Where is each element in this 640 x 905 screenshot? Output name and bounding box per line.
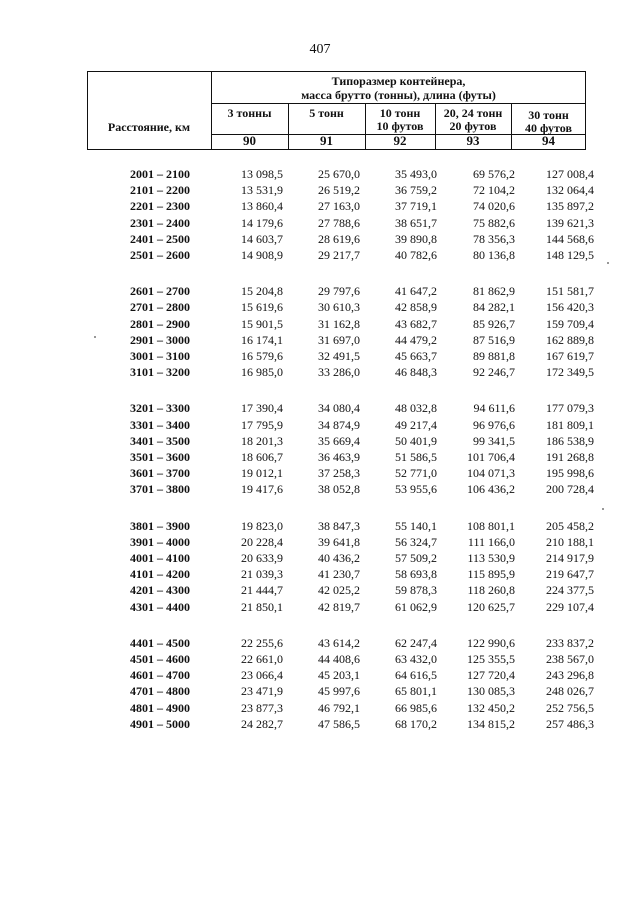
value-cell: 29 797,6 [318, 284, 360, 299]
value-cell: 156 420,3 [546, 300, 594, 315]
value-cell: 162 889,8 [546, 332, 594, 347]
value-cell: 59 878,3 [395, 583, 437, 598]
value-cell: 210 188,1 [546, 534, 594, 549]
value-cell: 38 651,7 [395, 215, 437, 230]
table-row [0, 551, 640, 567]
table-row [0, 216, 640, 232]
value-cell: 35 669,4 [318, 433, 360, 448]
value-cell: 19 012,1 [241, 466, 283, 481]
distance-range-cell: 4401 – 4500 [130, 635, 190, 650]
table-row [0, 401, 640, 417]
value-cell: 200 728,4 [546, 482, 594, 497]
value-cell: 148 129,5 [546, 248, 594, 262]
value-cell: 229 107,4 [546, 599, 594, 614]
value-cell: 92 246,7 [473, 365, 515, 380]
value-cell: 34 874,9 [318, 417, 360, 432]
value-cell: 40 782,6 [395, 248, 437, 262]
value-cell: 26 519,2 [318, 183, 360, 198]
table-row [0, 333, 640, 349]
value-cell: 84 282,1 [473, 300, 515, 315]
value-cell: 44 408,6 [318, 652, 360, 666]
value-cell: 36 463,9 [318, 450, 360, 464]
value-cell: 101 706,4 [467, 450, 515, 464]
value-cell: 115 895,9 [467, 567, 515, 582]
value-cell: 56 324,7 [395, 534, 437, 549]
value-cell: 120 625,7 [467, 599, 515, 614]
value-cell: 186 538,9 [546, 433, 594, 448]
value-cell: 64 616,5 [395, 668, 437, 683]
value-cell: 15 619,6 [241, 300, 283, 315]
value-cell: 52 771,0 [395, 466, 437, 481]
col-number-90: 90 [243, 133, 256, 148]
value-cell: 49 217,4 [395, 417, 437, 432]
col-header-20t: 20, 24 тонн [443, 106, 503, 120]
value-cell: 144 568,6 [546, 231, 594, 246]
value-cell: 22 255,6 [241, 635, 283, 650]
value-cell: 45 203,1 [318, 668, 360, 683]
value-cell: 41 230,7 [318, 567, 360, 582]
distance-range-cell: 4001 – 4100 [130, 551, 190, 565]
value-cell: 132 450,2 [467, 700, 515, 715]
col-header-30t: 30 тонн [528, 108, 569, 122]
distance-range-cell: 2001 – 2100 [130, 167, 190, 181]
table-row [0, 684, 640, 700]
value-cell: 57 509,2 [395, 551, 437, 565]
value-cell: 19 417,6 [241, 482, 283, 497]
table-row [0, 300, 640, 316]
value-cell: 20 228,4 [241, 534, 283, 549]
scan-speck [607, 262, 609, 264]
value-cell: 172 349,5 [546, 365, 594, 380]
value-cell: 37 258,3 [318, 466, 360, 481]
value-cell: 14 908,9 [241, 248, 283, 262]
value-cell: 134 815,2 [467, 716, 515, 731]
table-row [0, 418, 640, 434]
distance-range-cell: 3301 – 3400 [130, 417, 190, 432]
value-cell: 75 882,6 [473, 215, 515, 230]
col-header-30t-length: 40 футов [525, 121, 572, 135]
header-group-rule [211, 103, 586, 104]
table-row [0, 183, 640, 199]
value-cell: 130 085,3 [467, 684, 515, 699]
col-header-20t-length: 20 футов [449, 119, 497, 133]
value-cell: 248 026,7 [546, 684, 594, 699]
header-top-rule [87, 71, 586, 72]
value-cell: 13 531,9 [241, 183, 283, 198]
distance-range-cell: 3801 – 3900 [130, 518, 190, 533]
value-cell: 224 377,5 [546, 583, 594, 598]
value-cell: 21 039,3 [241, 567, 283, 582]
value-cell: 22 661,0 [241, 652, 283, 666]
value-cell: 127 720,4 [467, 668, 515, 683]
value-cell: 181 809,1 [546, 417, 594, 432]
distance-range-cell: 3701 – 3800 [130, 482, 190, 497]
distance-range-cell: 3101 – 3200 [130, 365, 190, 380]
value-cell: 233 837,2 [546, 635, 594, 650]
value-cell: 151 581,7 [546, 284, 594, 299]
value-cell: 23 471,9 [241, 684, 283, 699]
value-cell: 15 901,5 [241, 316, 283, 331]
value-cell: 45 997,6 [318, 684, 360, 699]
distance-range-cell: 3501 – 3600 [130, 450, 190, 464]
value-cell: 37 719,1 [395, 199, 437, 214]
value-cell: 205 458,2 [546, 518, 594, 533]
table-row [0, 317, 640, 333]
value-cell: 27 788,6 [318, 215, 360, 230]
distance-range-cell: 4901 – 5000 [130, 716, 190, 731]
value-cell: 38 847,3 [318, 518, 360, 533]
value-cell: 42 025,2 [318, 583, 360, 598]
value-cell: 17 795,9 [241, 417, 283, 432]
table-row [0, 636, 640, 652]
distance-range-cell: 2701 – 2800 [130, 300, 190, 315]
distance-range-cell: 4501 – 4600 [130, 652, 190, 666]
value-cell: 18 201,3 [241, 433, 283, 448]
distance-range-cell: 4801 – 4900 [130, 700, 190, 715]
value-cell: 65 801,1 [395, 684, 437, 699]
value-cell: 118 260,8 [467, 583, 515, 598]
header-group-title-line1: Типоразмер контейнера, [331, 74, 466, 88]
distance-range-cell: 2601 – 2700 [130, 284, 190, 299]
value-cell: 257 486,3 [546, 716, 594, 731]
value-cell: 177 079,3 [546, 401, 594, 416]
value-cell: 106 436,2 [467, 482, 515, 497]
value-cell: 46 848,3 [395, 365, 437, 380]
value-cell: 39 641,8 [318, 534, 360, 549]
value-cell: 159 709,4 [546, 316, 594, 331]
table-row [0, 535, 640, 551]
distance-range-cell: 3601 – 3700 [130, 466, 190, 481]
value-cell: 104 071,3 [467, 466, 515, 481]
table-row [0, 349, 640, 365]
value-cell: 238 567,0 [546, 652, 594, 666]
value-cell: 27 163,0 [318, 199, 360, 214]
table-row [0, 450, 640, 466]
distance-range-cell: 2201 – 2300 [130, 199, 190, 214]
value-cell: 191 268,8 [546, 450, 594, 464]
value-cell: 74 020,6 [473, 199, 515, 214]
value-cell: 68 170,2 [395, 716, 437, 731]
value-cell: 99 341,5 [473, 433, 515, 448]
value-cell: 24 282,7 [241, 716, 283, 731]
distance-range-cell: 4701 – 4800 [130, 684, 190, 699]
value-cell: 139 621,3 [546, 215, 594, 230]
col-number-94: 94 [542, 133, 555, 148]
value-cell: 39 890,8 [395, 231, 437, 246]
value-cell: 13 098,5 [241, 167, 283, 181]
table-row [0, 519, 640, 535]
value-cell: 195 998,6 [546, 466, 594, 481]
distance-range-cell: 3001 – 3100 [130, 349, 190, 363]
col-header-5t: 5 тонн [309, 106, 344, 120]
value-cell: 33 286,0 [318, 365, 360, 380]
value-cell: 111 166,0 [467, 534, 515, 549]
distance-range-cell: 2401 – 2500 [130, 231, 190, 246]
value-cell: 125 355,5 [467, 652, 515, 666]
distance-range-cell: 2501 – 2600 [130, 248, 190, 262]
value-cell: 48 032,8 [395, 401, 437, 416]
value-cell: 96 976,6 [473, 417, 515, 432]
page-number: 407 [309, 42, 331, 57]
col-header-10t: 10 тонн [379, 106, 421, 120]
distance-range-cell: 2101 – 2200 [130, 183, 190, 198]
value-cell: 19 823,0 [241, 518, 283, 533]
distance-range-cell: 2901 – 3000 [130, 332, 190, 347]
table-row [0, 365, 640, 381]
value-cell: 55 140,1 [395, 518, 437, 533]
value-cell: 66 985,6 [395, 700, 437, 715]
value-cell: 87 516,9 [473, 332, 515, 347]
value-cell: 58 693,8 [395, 567, 437, 582]
value-cell: 113 530,9 [467, 551, 515, 565]
value-cell: 46 792,1 [318, 700, 360, 715]
value-cell: 13 860,4 [241, 199, 283, 214]
col-header-10t-length: 10 футов [376, 119, 424, 133]
col-header-3t: 3 тонны [227, 106, 272, 120]
scan-speck [602, 508, 604, 510]
table-row [0, 482, 640, 498]
header-left-border [87, 71, 88, 150]
value-cell: 16 174,1 [241, 332, 283, 347]
distance-range-cell: 4601 – 4700 [130, 668, 190, 683]
value-cell: 21 444,7 [241, 583, 283, 598]
value-cell: 252 756,5 [546, 700, 594, 715]
value-cell: 35 493,0 [395, 167, 437, 181]
value-cell: 38 052,8 [318, 482, 360, 497]
value-cell: 135 897,2 [546, 199, 594, 214]
distance-range-cell: 4101 – 4200 [130, 567, 190, 582]
value-cell: 85 926,7 [473, 316, 515, 331]
distance-range-cell: 3901 – 4000 [130, 534, 190, 549]
col-number-92: 92 [393, 133, 407, 148]
value-cell: 42 819,7 [318, 599, 360, 614]
value-cell: 31 162,8 [318, 316, 360, 331]
value-cell: 34 080,4 [318, 401, 360, 416]
value-cell: 47 586,5 [318, 716, 360, 731]
value-cell: 45 663,7 [395, 349, 437, 363]
value-cell: 94 611,6 [473, 401, 515, 416]
table-row [0, 652, 640, 668]
value-cell: 30 610,3 [318, 300, 360, 315]
value-cell: 78 356,3 [473, 231, 515, 246]
value-cell: 219 647,7 [546, 567, 594, 582]
value-cell: 23 877,3 [241, 700, 283, 715]
table-row [0, 284, 640, 300]
value-cell: 243 296,8 [546, 668, 594, 683]
value-cell: 122 990,6 [467, 635, 515, 650]
value-cell: 18 606,7 [241, 450, 283, 464]
value-cell: 36 759,2 [395, 183, 437, 198]
value-cell: 16 579,6 [241, 349, 283, 363]
value-cell: 23 066,4 [241, 668, 283, 683]
value-cell: 31 697,0 [318, 332, 360, 347]
value-cell: 69 576,2 [473, 167, 515, 181]
value-cell: 32 491,5 [318, 349, 360, 363]
value-cell: 15 204,8 [241, 284, 283, 299]
value-cell: 41 647,2 [395, 284, 437, 299]
value-cell: 89 881,8 [473, 349, 515, 363]
table-row [0, 199, 640, 215]
value-cell: 29 217,7 [318, 248, 360, 262]
value-cell: 167 619,7 [546, 349, 594, 363]
value-cell: 214 917,9 [546, 551, 594, 565]
value-cell: 17 390,4 [241, 401, 283, 416]
table-header [87, 71, 586, 150]
col-number-91: 91 [320, 133, 333, 148]
value-cell: 132 064,4 [546, 183, 594, 198]
value-cell: 108 801,1 [467, 518, 515, 533]
value-cell: 51 586,5 [395, 450, 437, 464]
value-cell: 40 436,2 [318, 551, 360, 565]
value-cell: 21 850,1 [241, 599, 283, 614]
value-cell: 14 179,6 [241, 215, 283, 230]
table-row [0, 600, 640, 616]
distance-column-header: Расстояние, км [107, 120, 191, 134]
table-row [0, 248, 640, 264]
value-cell: 72 104,2 [473, 183, 515, 198]
value-cell: 127 008,4 [546, 167, 594, 181]
header-group-title-line2: масса брутто (тонны), длина (футы) [301, 88, 496, 102]
value-cell: 53 955,6 [395, 482, 437, 497]
table-row [0, 232, 640, 248]
table-row [0, 701, 640, 717]
value-cell: 42 858,9 [395, 300, 437, 315]
table-row [0, 717, 640, 733]
col-number-93: 93 [466, 133, 480, 148]
value-cell: 62 247,4 [395, 635, 437, 650]
value-cell: 50 401,9 [395, 433, 437, 448]
value-cell: 43 614,2 [318, 635, 360, 650]
value-cell: 25 670,0 [318, 167, 360, 181]
value-cell: 14 603,7 [241, 231, 283, 246]
value-cell: 63 432,0 [395, 652, 437, 666]
value-cell: 43 682,7 [395, 316, 437, 331]
value-cell: 44 479,2 [395, 332, 437, 347]
distance-range-cell: 2301 – 2400 [130, 215, 190, 230]
table-row [0, 466, 640, 482]
value-cell: 61 062,9 [395, 599, 437, 614]
table-row [0, 167, 640, 183]
distance-range-cell: 4201 – 4300 [130, 583, 190, 598]
value-cell: 16 985,0 [241, 365, 283, 380]
distance-range-cell: 4301 – 4400 [130, 599, 190, 614]
value-cell: 20 633,9 [241, 551, 283, 565]
table-row [0, 583, 640, 599]
distance-range-cell: 2801 – 2900 [130, 316, 190, 331]
value-cell: 81 862,9 [473, 284, 515, 299]
scan-speck [94, 336, 96, 338]
table-row [0, 434, 640, 450]
table-row [0, 567, 640, 583]
value-cell: 80 136,8 [473, 248, 515, 262]
value-cell: 28 619,6 [318, 231, 360, 246]
distance-range-cell: 3401 – 3500 [130, 433, 190, 448]
distance-range-cell: 3201 – 3300 [130, 401, 190, 416]
table-row [0, 668, 640, 684]
